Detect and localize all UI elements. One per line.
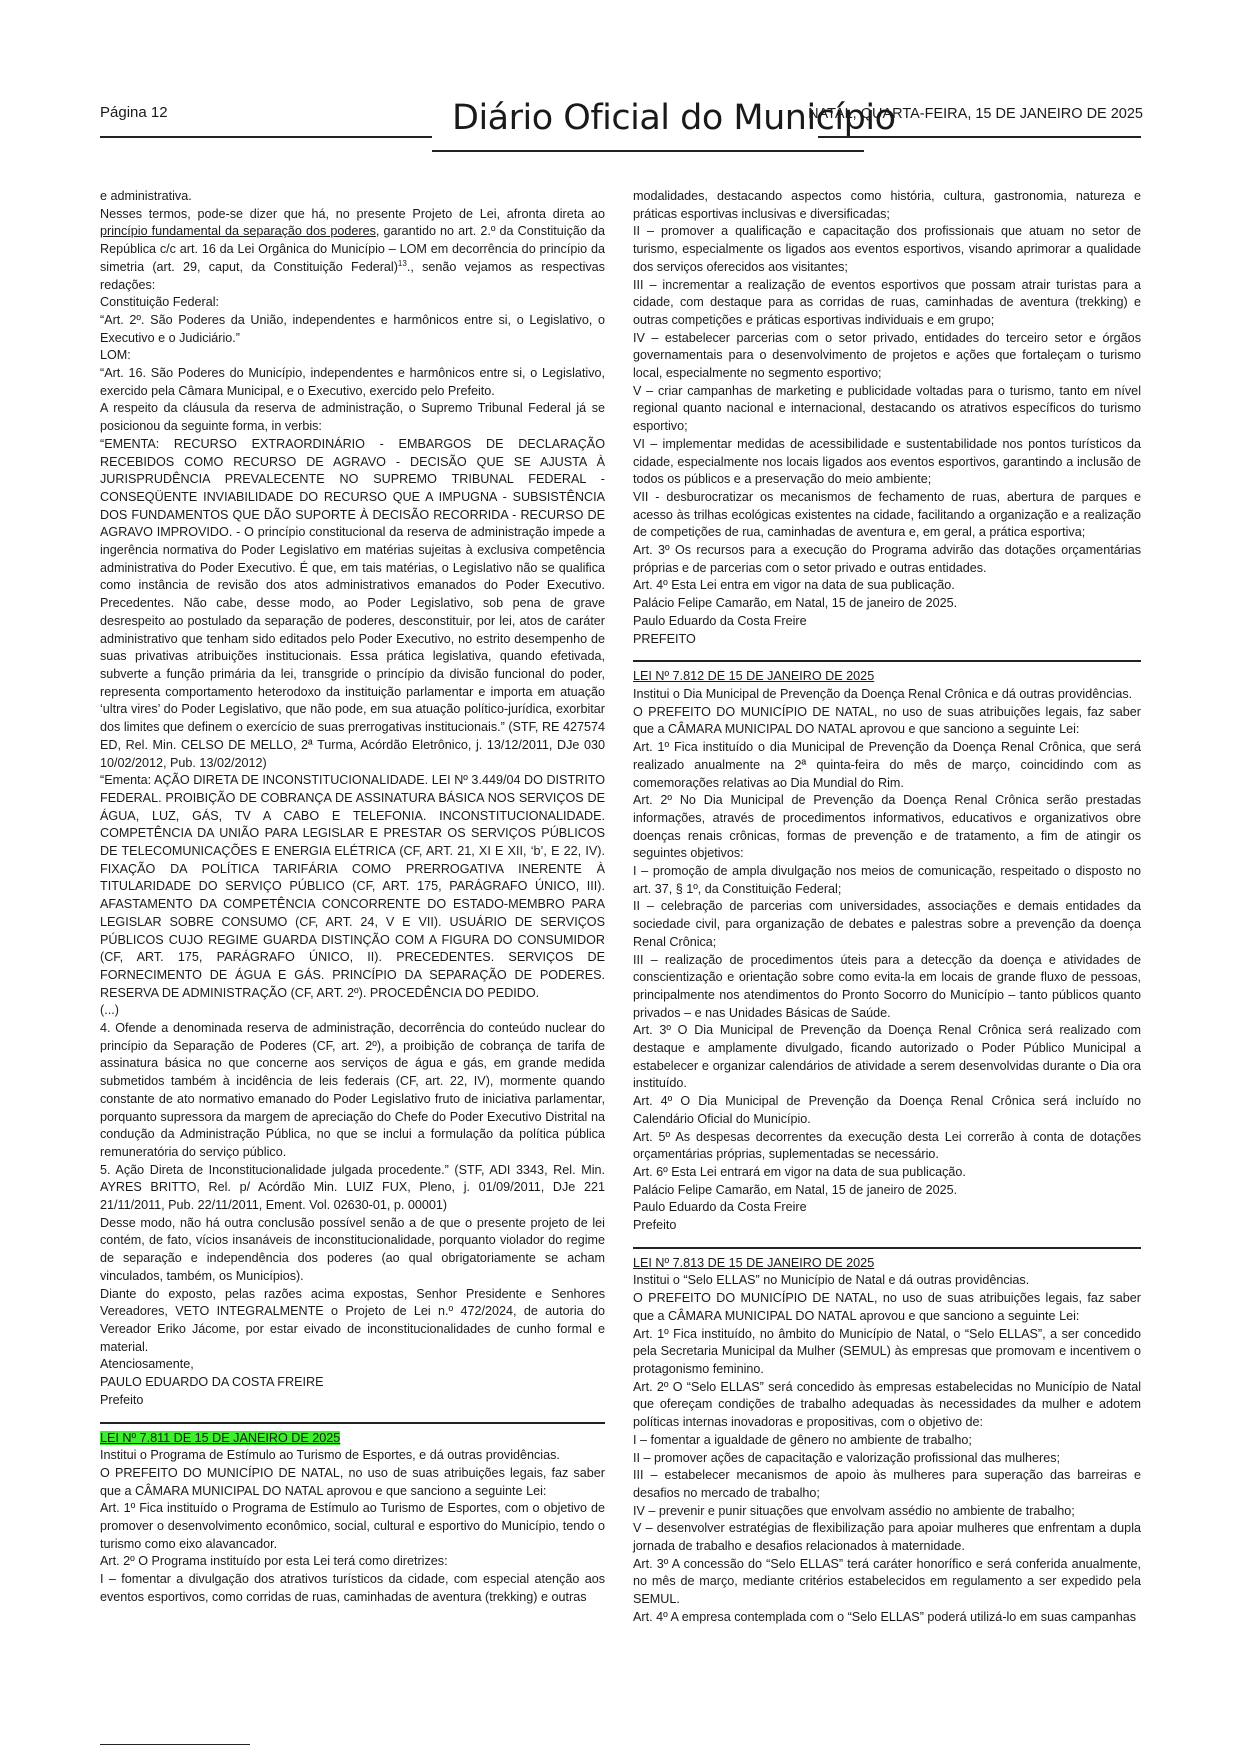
paragraph: Desse modo, não há outra conclusão possível senão a de que o presente projeto de lei contém, de fato, vícios insanáveis de inconstitucionalidade, porquanto violador do regime de separação e independência dos poderes (ao qual obrigatoriamente se acham vinculados, também, os Municípios).	[100, 1215, 605, 1283]
paragraph: Art. 4º A empresa contemplada com o “Selo ELLAS” poderá utilizá-lo em suas campanhas	[633, 1609, 1137, 1624]
paragraph: Art. 5º As despesas decorrentes da execução desta Lei correrão à conta de dotações orçamentárias próprias, suplementadas se necessário.	[633, 1129, 1141, 1162]
paragraph: Art. 3º A concessão do “Selo ELLAS” terá caráter honorífico e será conferida anualmente, no mês de março, mediante critérios estabelecidos em regulamento a ser expedido pela SEMUL.	[633, 1556, 1141, 1607]
paragraph: PAULO EDUARDO DA COSTA FREIRE	[100, 1375, 324, 1390]
paragraph: Art. 6º Esta Lei entrará em vigor na data de sua publicação.	[633, 1164, 966, 1179]
paragraph: V – criar campanhas de marketing e publicidade voltadas para o turismo, tanto em nível regional quanto nacional e internacional, destacando os atrativos específicos do turismo esportivo;	[633, 383, 1141, 434]
law-7812-body	[633, 686, 1141, 1235]
paragraph: I – fomentar a igualdade de gênero no ambiente de trabalho;	[633, 1432, 972, 1447]
paragraph: II – promover a qualificação e capacitação dos profissionais que atuam no setor de turismo, especialmente os ligados aos eventos esportivos, visando aprimorar a qualidade dos serviços oferecidos aos visitantes;	[633, 224, 1141, 274]
paragraph: Palácio Felipe Camarão, em Natal, 15 de janeiro de 2025.	[633, 1182, 958, 1197]
section-divider	[633, 1247, 1141, 1249]
paragraph: Art. 1º Fica instituído o dia Municipal de Prevenção da Doença Renal Crônica, que será realizado anualmente na 2ª quinta-feira do mês de março, coincidindo com as comemorações relativas ao Dia Mundial do Rim.	[633, 740, 1141, 790]
paragraph: (...)	[100, 1003, 119, 1018]
paragraph: II – celebração de parcerias com universidades, associações e demais entidades da sociedade civil, para organização de debates e palestras sobre a prevenção da doença Renal Crônica;	[633, 899, 1141, 949]
header-rule-middle	[432, 150, 864, 152]
paragraph: VI – implementar medidas de acessibilidade e sustentabilidade nos pontos turísticos da cidade, especialmente nos locais ligados aos eventos esportivos, garantindo a inclusão de todos os públicos e a preservação do meio ambiente;	[633, 436, 1141, 487]
paragraph: Art. 2º O Programa instituído por esta Lei terá como diretrizes:	[100, 1554, 448, 1569]
paragraph: “Art. 2º. São Poderes da União, independentes e harmônicos entre si, o Legislativo, o Executivo e o Judiciário.”	[100, 312, 605, 345]
paragraph: Palácio Felipe Camarão, em Natal, 15 de janeiro de 2025.	[633, 596, 958, 611]
section-divider	[100, 1422, 605, 1424]
principle-text-end: ., senão vejamos as respectivas redações:	[100, 259, 605, 292]
paragraph: II – promover ações de capacitação e valorização profissional das mulheres;	[633, 1450, 1061, 1465]
law-7812	[633, 668, 1141, 1235]
principle-paragraph	[100, 206, 605, 295]
right-column	[633, 188, 1141, 1627]
paragraph: “Art. 16. São Poderes do Município, independentes e harmônicos entre si, o Legislativo, exercido pela Câmara Municipal, e o Executivo, exercido pelo Prefeito.	[100, 366, 605, 398]
paragraph: I – fomentar a divulgação dos atrativos turísticos da cidade, com especial atenção aos eventos esportivos, como corridas de ruas, caminhadas de aventura (trekking) e outras	[100, 1572, 605, 1604]
paragraph: Institui o Dia Municipal de Prevenção da Doença Renal Crônica e dá outras providências.	[633, 686, 1133, 701]
dateline: NATAL, QUARTA-FEIRA, 15 DE JANEIRO DE 2025	[808, 106, 1143, 122]
paragraph: e administrativa.	[100, 189, 192, 203]
paragraph: Art. 4º O Dia Municipal de Prevenção da Doença Renal Crônica será incluído no Calendário Oficial do Município.	[633, 1094, 1141, 1126]
paragraph: O PREFEITO DO MUNICÍPIO DE NATAL, no uso de suas atribuições legais, faz saber que a CÂMARA MUNICIPAL DO NATAL aprovou e que sanciono a seguinte Lei:	[100, 1465, 605, 1498]
paragraph: Art. 2º O “Selo ELLAS” será concedido às empresas estabelecidas no Município de Natal que ofereçam condições de trabalho adequadas às necessidades da mulher e adotem políticas internas inovadoras e propositivas, com o objetivo de:	[633, 1379, 1141, 1430]
paragraph: A respeito da cláusula da reserva de administração, o Supremo Tribunal Federal já se posicionou da seguinte forma, in verbis:	[100, 401, 605, 434]
paragraph: Art. 4º Esta Lei entra em vigor na data de sua publicação.	[633, 578, 955, 593]
page-number: Página 12	[100, 104, 168, 121]
paragraph: LOM:	[100, 348, 131, 363]
footnote-ref: 13	[397, 258, 407, 268]
paragraph: Art. 1º Fica instituído, no âmbito do Município de Natal, o “Selo ELLAS”, a ser concedido pela Secretaria Municipal da Mulher (SEMUL) às empresas que promovam e incentivem o protagonismo feminino.	[633, 1326, 1141, 1376]
left-column	[100, 188, 605, 1607]
paragraph: III – estabelecer mecanismos de apoio às mulheres para superação das barreiras e desafios no mercado de trabalho;	[633, 1468, 1141, 1500]
paragraph: IV – prevenir e punir situações que envolvam assédio no ambiente de trabalho;	[633, 1503, 1075, 1518]
paragraph: Art. 3º O Dia Municipal de Prevenção da Doença Renal Crônica será realizado com destaque e amplamente divulgado, ficando autorizado o Poder Público Municipal a estabelecer e organizar calendários de atividade a serem desenvolvidas durante o Dia ora instituído.	[633, 1023, 1141, 1091]
masthead-title: Diário Oficial do Município	[452, 98, 896, 138]
paragraph: O PREFEITO DO MUNICÍPIO DE NATAL, no uso de suas atribuições legais, faz saber que a CÂMARA MUNICIPAL DO NATAL aprovou e que sanciono a seguinte Lei:	[633, 1291, 1141, 1323]
left-paragraphs	[100, 294, 605, 1409]
law-7813-body	[633, 1272, 1141, 1626]
paragraph: Art. 2º No Dia Municipal de Prevenção da Doença Renal Crônica serão prestadas informações, através de procedimentos informativos, educativos e organizativos obre doenças renais crônicas, formas de prevenção e de tratamento, a fim de atingir os seguintes objetivos:	[633, 793, 1141, 861]
header-rule-right	[818, 136, 1141, 138]
right-paragraphs	[633, 188, 1141, 648]
law-7812-title: LEI Nº 7.812 DE 15 DE JANEIRO DE 2025	[633, 669, 875, 684]
law-7811-title: LEI Nº 7.811 DE 15 DE JANEIRO DE 2025	[100, 1430, 341, 1445]
paragraph: Prefeito	[633, 1218, 677, 1233]
paragraph: modalidades, destacando aspectos como história, cultura, gastronomia, natureza e práticas esportivas inclusivas e diversificadas;	[633, 189, 1141, 221]
paragraph: Prefeito	[100, 1392, 144, 1407]
left-intro	[100, 188, 605, 206]
paragraph: PREFEITO	[633, 631, 696, 646]
paragraph: Diante do exposto, pelas razões acima expostas, Senhor Presidente e Senhores Vereadores, VETO INTEGRALMENTE o Projeto de Lei n.º 472/2024, de autoria do Vereador Eriko Jácome, por estar eivado de inconstitucionalidades de cunho formal e material.	[100, 1286, 605, 1354]
paragraph: Art. 3º Os recursos para a execução do Programa advirão das dotações orçamentárias próprias e de parcerias com o setor privado e outras entidades.	[633, 543, 1141, 575]
paragraph: “EMENTA: RECURSO EXTRAORDINÁRIO - EMBARGOS DE DECLARAÇÃO RECEBIDOS COMO RECURSO DE AGRAVO - DECISÃO QUE SE AJUSTA À JURISPRUDÊNCIA PREVALECENTE NO SUPREMO TRIBUNAL FEDERAL - CONSEQÜENTE INVIABILIDADE DO RECURSO QUE A IMPUGNA - SUBSISTÊNCIA DOS FUNDAMENTOS QUE DÃO SUPORTE À DECISÃO RECORRIDA - RECURSO DE AGRAVO IMPROVIDO. - O princípio constitucional da reserva de administração impede a ingerência normativa do Poder Legislativo em matérias sujeitas à exclusiva competência administrativa do Poder Executivo. É que, em tais matérias, o Legislativo não se qualifica como instância de revisão dos atos administrativos emanados do Poder Executivo. Precedentes. Não cabe, desse modo, ao Poder Legislativo, sob pena de grave desrespeito ao postulado da separação de poderes, desconstituir, por lei, atos de caráter administrativo que tenham sido editados pelo Poder Executivo, no estrito desempenho de suas privativas atribuições institucionais. Essa prática legislativa, quando efetivada, subverte a função primária da lei, transgride o princípio da divisão funcional do poder, representa comportamento heterodoxo da instituição parlamentar e importa em atuação ‘ultra vires’ do Poder Legislativo, que não pode, em sua atuação político-jurídica, exorbitar dos limites que definem o exercício de suas prerrogativas institucionais.” (STF, RE 427574 ED, Rel. Min. CELSO DE MELLO, 2ª Turma, Acórdão Eletrônico, j. 13/12/2011, DJe 030 10/02/2012, Pub. 13/02/2012)	[100, 436, 605, 770]
law-7813	[633, 1255, 1141, 1627]
paragraph: 4. Ofende a denominada reserva de administração, decorrência do conteúdo nuclear do princípio da Separação de Poderes (CF, art. 2º), a proibição de cobrança de tarifa de assinatura básica no que concerne aos serviços de água e gás, em grande medida submetidos também à incidência de leis federais (CF, art. 22, IV), mormente quando constante de ato normativo emanado do Poder Legislativo fruto de iniciativa parlamentar, porquanto supressora da margem de apreciação do Chefe do Poder Executivo Distrital na condução da Administração Pública, no que se inclui a formulação da política pública remuneratória do serviço público.	[100, 1021, 605, 1159]
paragraph: Art. 1º Fica instituído o Programa de Estímulo ao Turismo de Esportes, com o objetivo de promover o desenvolvimento econômico, social, cultural e esportivo do Município, tendo o turismo como eixo alavancador.	[100, 1501, 605, 1551]
law-7811-body	[100, 1447, 605, 1606]
footer-rule	[100, 1744, 250, 1745]
law-7813-title: LEI Nº 7.813 DE 15 DE JANEIRO DE 2025	[633, 1255, 875, 1270]
paragraph: Paulo Eduardo da Costa Freire	[633, 1200, 807, 1215]
principle-text-pre: Nesses termos, pode-se dizer que há, no presente Projeto de Lei, afronta direta ao	[100, 206, 605, 221]
paragraph: III – realização de procedimentos úteis para a detecção da doença e atividades de conscientização e orientação sobre como evita-la em locais de grande fluxo de pessoas, principalmente nos atendimentos do Pronto Socorro do Município – tanto públicos quanto privados – e nas Unidades Básicas de Saúde.	[633, 952, 1141, 1020]
paragraph: Constituição Federal:	[100, 295, 220, 310]
paragraph: “Ementa: AÇÃO DIRETA DE INCONSTITUCIONALIDADE. LEI Nº 3.449/04 DO DISTRITO FEDERAL. PROIBIÇÃO DE COBRANÇA DE ASSINATURA BÁSICA NOS SERVIÇOS DE ÁGUA, LUZ, GÁS, TV A CABO E TELEFONIA. INCONSTITUCIONALIDADE. COMPETÊNCIA DA UNIÃO PARA LEGISLAR E PRESTAR OS SERVIÇOS PÚBLICOS DE TELECOMUNICAÇÕES E ENERGIA ELÉTRICA (CF, ART. 21, XI E XII, ‘b’, E 22, IV). FIXAÇÃO DA POLÍTICA TARIFÁRIA COMO PRERROGATIVA INERENTE À TITULARIDADE DO SERVIÇO PÚBLICO (CF, ART. 175, PARÁGRAFO ÚNICO, III). AFASTAMENTO DA COMPETÊNCIA CONCORRENTE DO ESTADO-MEMBRO PARA LEGISLAR SOBRE CONSUMO (CF, ART. 24, V E VII). USUÁRIO DE SERVIÇOS PÚBLICOS CUJO REGIME GUARDA DISTINÇÃO COM A FIGURA DO CONSUMIDOR (CF, ART. 175, PARÁGRAFO ÚNICO, II). PRECEDENTES. SERVIÇOS DE FORNECIMENTO DE ÁGUA E GÁS. PRINCÍPIO DA SEPARAÇÃO DE PODERES. RESERVA DE ADMINISTRAÇÃO (CF, ART. 2º). PROCEDÊNCIA DO PEDIDO.	[100, 773, 605, 1000]
section-divider	[633, 660, 1141, 662]
paragraph: VII - desburocratizar os mecanismos de fechamento de ruas, abertura de parques e acesso às trilhas ecológicas existentes na cidade, facilitando a organização e a realização de competições de rua, caminhadas de aventura e, em geral, a prática esportiva;	[633, 489, 1141, 540]
paragraph: O PREFEITO DO MUNICÍPIO DE NATAL, no uso de suas atribuições legais, faz saber que a CÂMARA MUNICIPAL DO NATAL aprovou e que sanciono a seguinte Lei:	[633, 704, 1141, 737]
paragraph: Institui o Programa de Estímulo ao Turismo de Esportes, e dá outras providências.	[100, 1448, 560, 1463]
paragraph: Atenciosamente,	[100, 1357, 194, 1372]
principle-text-post: , garantido no art. 2.º da Constituição da República c/c art. 16 da Lei Orgânica do Município – LOM em decorrência do princípio da simetria (art. 29, caput, da Constituição Federal)	[100, 224, 605, 274]
paragraph: Institui o “Selo ELLAS” no Município de Natal e dá outras providências.	[633, 1273, 1030, 1288]
paragraph: V – desenvolver estratégias de flexibilização para apoiar mulheres que enfrentam a dupla jornada de trabalho e desafios relacionados à maternidade.	[633, 1521, 1141, 1554]
paragraph: I – promoção de ampla divulgação nos meios de comunicação, respeitado o disposto no art. 37, § 1º, da Constituição Federal;	[633, 864, 1141, 896]
paragraph: III – incrementar a realização de eventos esportivos que possam atrair turistas para a cidade, com destaque para as corridas de ruas, caminhadas de aventura (trekking) e outras competições e práticas esportivas individuais e em grupo;	[633, 277, 1141, 327]
paragraph: IV – estabelecer parcerias com o setor privado, entidades do terceiro setor e órgãos governamentais para o desenvolvimento de projetos e ações que fortaleçam o turismo local, especialmente no segmento esportivo;	[633, 330, 1141, 381]
law-7811	[100, 1430, 605, 1607]
header-rule-left	[100, 136, 432, 138]
principle-underlined: princípio fundamental da separação dos poderes	[100, 224, 376, 239]
paragraph: 5. Ação Direta de Inconstitucionalidade julgada procedente.” (STF, ADI 3343, Rel. Min. AYRES BRITTO, Rel. p/ Acórdão Min. LUIZ FUX, Pleno, j. 01/09/2011, DJe 221 21/11/2011, Pub. 22/11/2011, Ement. Vol. 02630-01, p. 00001)	[100, 1162, 605, 1213]
paragraph: Paulo Eduardo da Costa Freire	[633, 613, 807, 628]
